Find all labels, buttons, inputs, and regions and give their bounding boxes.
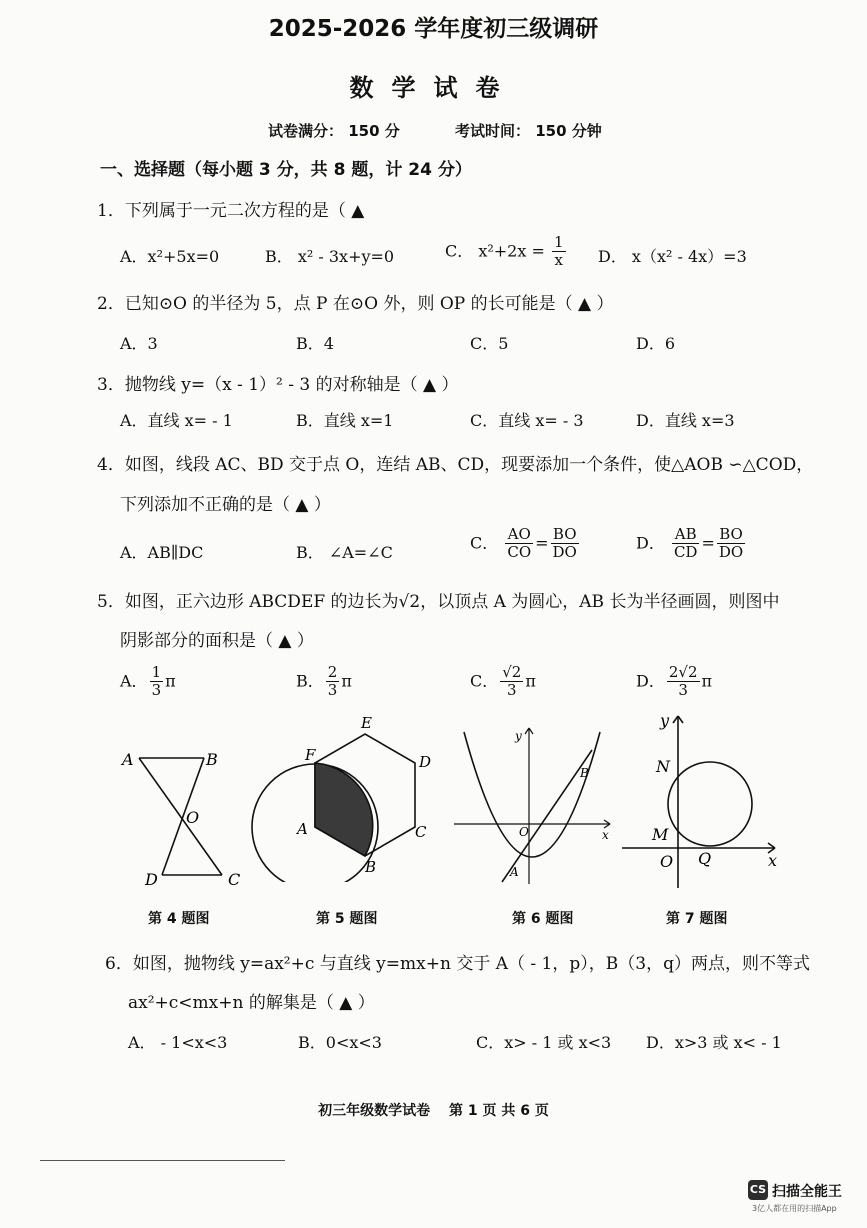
fraction bbox=[551, 526, 579, 562]
q3-option-a: A．直线 x= - 1 bbox=[120, 411, 233, 430]
q6-option-d: D．x>3 或 x< - 1 bbox=[646, 1033, 782, 1052]
section-heading: 一、选择题（每小题 3 分，共 8 题，计 24 分） bbox=[100, 160, 472, 180]
option-label: B． bbox=[296, 671, 324, 691]
fraction bbox=[717, 526, 745, 562]
fraction-numerator: BO bbox=[551, 526, 579, 544]
label-o: O bbox=[519, 825, 529, 839]
question-5-stem-line1: 5．如图，正六边形 ABCDEF 的边长为√2，以顶点 A 为圆心，AB 长为半径画圆，则图中 bbox=[97, 592, 780, 612]
fraction bbox=[505, 526, 533, 562]
question-6-stem-line1: 6．如图，抛物线 y=ax²+c 与直线 y=mx+n 交于 A（ - 1，p），B（3，q）两点，则不等式 bbox=[105, 954, 810, 974]
fraction-denominator: 3 bbox=[151, 681, 162, 700]
figure-4-caption: 第 4 题图 bbox=[148, 911, 210, 927]
option-label: C． bbox=[470, 671, 499, 691]
fraction-numerator: BO bbox=[717, 526, 745, 544]
label-y: y bbox=[515, 729, 522, 743]
fraction-denominator: 3 bbox=[507, 681, 517, 700]
q3-option-c: C．直线 x= - 3 bbox=[470, 411, 584, 430]
label-c: C bbox=[415, 823, 427, 841]
fraction-denominator: CD bbox=[673, 543, 698, 562]
q3-option-b: B．直线 x=1 bbox=[296, 411, 394, 430]
label-o: O bbox=[660, 852, 674, 871]
fraction-numerator: 2 bbox=[327, 663, 338, 681]
fraction-numerator: √2 bbox=[502, 663, 522, 681]
figure-5 bbox=[245, 712, 445, 882]
equals-sign: = bbox=[701, 533, 715, 553]
q5-option-c bbox=[470, 664, 536, 700]
q4-option-b: B． ∠A=∠C bbox=[296, 543, 393, 562]
label-d: D bbox=[145, 870, 158, 889]
label-c: C bbox=[228, 870, 241, 889]
q6-option-a: A． - 1<x<3 bbox=[128, 1033, 228, 1052]
fraction-denominator: DO bbox=[718, 543, 744, 562]
figure-6-caption: 第 6 题图 bbox=[512, 911, 574, 927]
fraction bbox=[150, 664, 164, 700]
fraction bbox=[500, 664, 523, 700]
equals-sign: = bbox=[535, 533, 549, 553]
question-6-stem-line2: ax²+c<mx+n 的解集是（ ▲ ） bbox=[128, 993, 375, 1013]
fraction bbox=[326, 664, 340, 700]
q1-option-a: A．x²+5x=0 bbox=[120, 247, 220, 266]
q5-option-a bbox=[120, 664, 176, 700]
exam-title: 2025-2026 学年度初三级调研 bbox=[268, 16, 599, 42]
label-d: D bbox=[419, 753, 432, 771]
label-n: N bbox=[656, 757, 670, 776]
q1-option-b: B． x² - 3x+y=0 bbox=[265, 247, 395, 266]
scanner-logo-icon: CS bbox=[748, 1180, 768, 1200]
question-1-stem: 1．下列属于一元二次方程的是（ ▲ bbox=[97, 201, 365, 221]
q4-option-c bbox=[470, 526, 581, 562]
figure-7 bbox=[620, 710, 785, 890]
q4-option-d-label: D． bbox=[636, 533, 665, 553]
q2-option-a: A．3 bbox=[120, 334, 158, 353]
scanner-tagline: 3亿人都在用的扫描App bbox=[752, 1204, 837, 1213]
figure-7-caption: 第 7 题图 bbox=[666, 911, 728, 927]
q4-option-a: A．AB∥DC bbox=[120, 543, 204, 562]
label-b: B bbox=[206, 750, 218, 769]
fraction-denominator: DO bbox=[552, 543, 577, 562]
fraction-numerator: 1 bbox=[151, 663, 162, 681]
figure-5-caption: 第 5 题图 bbox=[316, 911, 378, 927]
pi-symbol: π bbox=[341, 671, 352, 691]
pi-symbol: π bbox=[165, 671, 176, 691]
q5-option-d bbox=[636, 664, 712, 700]
q6-option-b: B．0<x<3 bbox=[298, 1033, 382, 1052]
figure-6 bbox=[452, 722, 617, 887]
q2-option-d: D．6 bbox=[636, 334, 676, 353]
shaded-sector bbox=[315, 763, 373, 856]
fraction bbox=[672, 526, 700, 562]
figure-4 bbox=[112, 745, 252, 895]
label-f: F bbox=[305, 746, 316, 764]
full-score: 试卷满分： 150 分 bbox=[268, 122, 400, 140]
q4-option-d bbox=[636, 526, 747, 562]
label-x: x bbox=[768, 851, 778, 870]
question-5-stem-line2: 阴影部分的面积是（ ▲ ） bbox=[120, 631, 314, 651]
q1-option-c bbox=[445, 234, 568, 270]
q5-option-b bbox=[296, 664, 352, 700]
label-q: Q bbox=[698, 849, 712, 868]
q1-option-d: D． x（x² - 4x）=3 bbox=[598, 247, 747, 266]
fraction-numerator: AB bbox=[672, 526, 700, 544]
segment-ac bbox=[139, 758, 222, 875]
label-m: M bbox=[652, 825, 669, 844]
footer-divider bbox=[40, 1160, 285, 1161]
scanner-brand: 扫描全能王 bbox=[772, 1184, 842, 1200]
q3-option-d: D．直线 x=3 bbox=[636, 411, 735, 430]
subject-title: 数学试卷 bbox=[349, 74, 518, 102]
fraction-denominator: 3 bbox=[678, 681, 688, 700]
fraction-numerator: 2√2 bbox=[668, 663, 698, 681]
line-ab bbox=[502, 750, 592, 882]
fraction-numerator: AO bbox=[505, 526, 533, 544]
fraction-denominator: CO bbox=[507, 543, 532, 562]
fraction-denominator: 3 bbox=[327, 681, 338, 700]
fraction bbox=[667, 664, 700, 700]
pi-symbol: π bbox=[701, 671, 713, 691]
option-label: D． bbox=[636, 671, 665, 691]
question-4-stem-line2: 下列添加不正确的是（ ▲ ） bbox=[120, 495, 331, 515]
label-e: E bbox=[361, 714, 372, 732]
label-o: O bbox=[186, 808, 200, 827]
option-label: A． bbox=[120, 671, 148, 691]
label-y: y bbox=[660, 711, 670, 730]
fraction-denominator: x bbox=[554, 251, 563, 270]
question-3-stem: 3．抛物线 y=（x - 1）² - 3 的对称轴是（ ▲ ） bbox=[97, 375, 459, 395]
q1-option-c-prefix: C． x²+2x = bbox=[445, 241, 545, 261]
q1-option-c-fraction bbox=[552, 234, 566, 270]
question-4-stem-line1: 4．如图，线段 AC、BD 交于点 O，连结 AB、CD，现要添加一个条件，使△AOB ∽△COD， bbox=[97, 455, 814, 475]
circle bbox=[668, 762, 752, 846]
exam-time: 考试时间： 150 分钟 bbox=[455, 122, 602, 140]
pi-symbol: π bbox=[525, 671, 536, 691]
label-a: A bbox=[122, 750, 134, 769]
label-b: B bbox=[580, 766, 589, 780]
label-b: B bbox=[365, 858, 377, 876]
q4-option-c-label: C． bbox=[470, 533, 499, 553]
label-a: A bbox=[510, 865, 519, 879]
q2-option-c: C．5 bbox=[470, 334, 509, 353]
q6-option-c: C．x> - 1 或 x<3 bbox=[476, 1033, 612, 1052]
page-footer: 初三年级数学试卷 第 1 页 共 6 页 bbox=[318, 1103, 549, 1119]
label-x: x bbox=[602, 828, 609, 842]
question-2-stem: 2．已知⊙O 的半径为 5，点 P 在⊙O 外，则 OP 的长可能是（ ▲ ） bbox=[97, 294, 614, 314]
label-a: A bbox=[297, 820, 308, 838]
fraction-numerator: 1 bbox=[553, 233, 564, 251]
q2-option-b: B．4 bbox=[296, 334, 334, 353]
